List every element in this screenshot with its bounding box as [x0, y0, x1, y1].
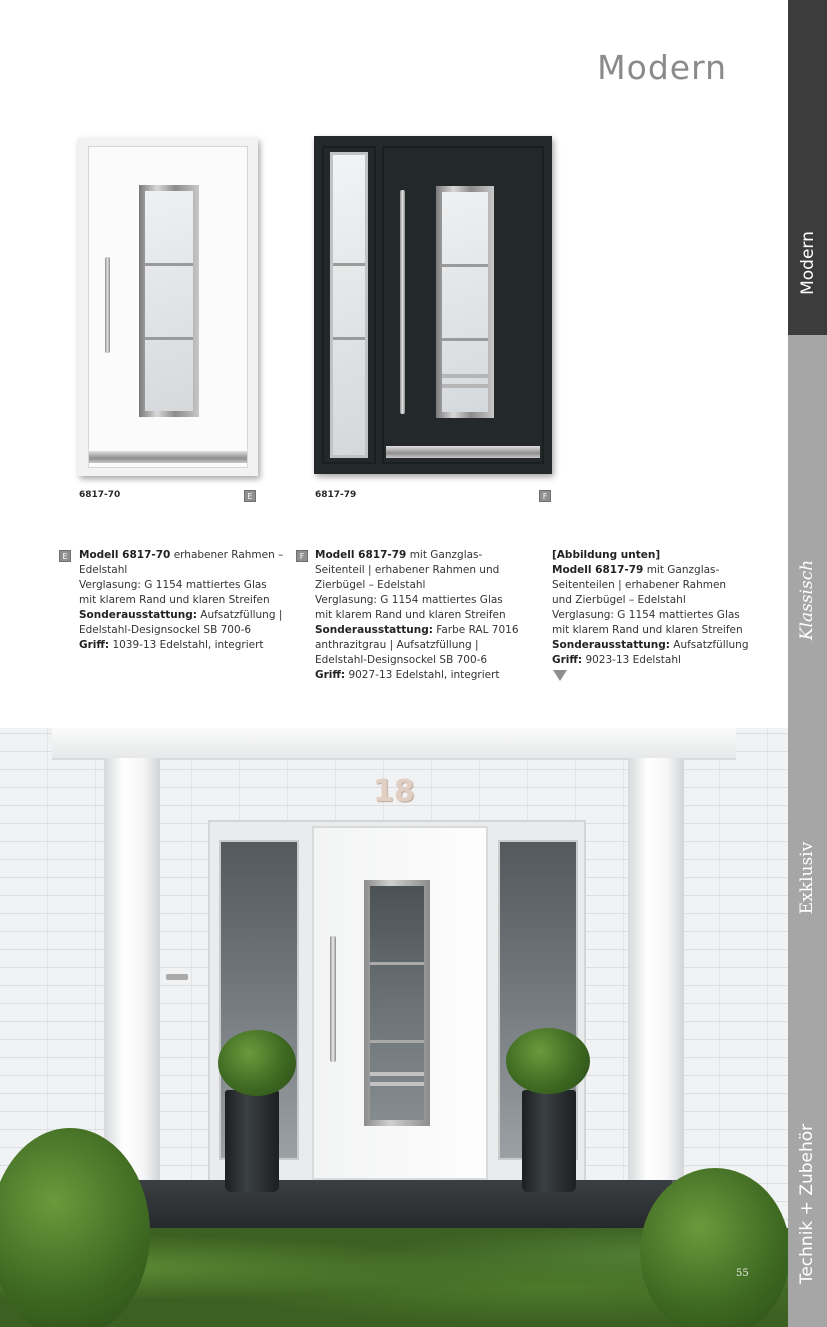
entrance-photo [0, 728, 788, 1327]
description-line [315, 668, 519, 683]
description-line [315, 563, 519, 578]
description-line [552, 578, 749, 593]
description-text: Zierbügel – Edelstahl [315, 579, 426, 591]
description-text: mit Ganzglas- [643, 564, 720, 576]
description-text: mit klarem Rand und klaren Streifen [552, 624, 743, 636]
door-side-panel [322, 146, 376, 464]
ornament-bar [442, 384, 488, 388]
description-6817-79 [315, 548, 519, 683]
boxwood-left [218, 1030, 296, 1096]
description-bold: Griff: [552, 654, 583, 666]
main-door-glass [364, 880, 430, 1126]
side-glass [330, 152, 368, 458]
description-line [552, 623, 749, 638]
sidebar-tab-label: Klassisch [797, 559, 818, 641]
column-right [628, 758, 684, 1188]
door-handle [400, 190, 405, 414]
door-glass [145, 191, 193, 411]
product-code: 6817-79 [315, 490, 357, 500]
glass-strip [145, 337, 193, 340]
description-line [315, 623, 519, 638]
description-line [79, 608, 283, 623]
glass [370, 886, 424, 1120]
glass-strip [145, 263, 193, 266]
description-line [315, 593, 519, 608]
description-bold: Sonderausstattung: [315, 624, 433, 636]
description-line [315, 653, 519, 668]
ornament-bar [442, 374, 488, 378]
sidebar-tab-modern[interactable] [788, 0, 827, 335]
description-line [79, 548, 283, 563]
description-text: Seitenteilen | erhabener Rahmen [552, 579, 727, 591]
description-line [79, 578, 283, 593]
description-bold: Modell 6817-70 [79, 549, 171, 561]
sidebar-tab-label: Modern [797, 230, 818, 295]
product-marker: F [539, 490, 551, 502]
plant-pot-right [522, 1090, 576, 1192]
ornament-bar [370, 1082, 424, 1086]
description-photo [552, 548, 749, 668]
description-line [552, 548, 749, 563]
shrub-right [640, 1168, 788, 1327]
description-bold: Griff: [79, 639, 110, 651]
door-leaf [88, 146, 248, 468]
column-left [104, 758, 160, 1188]
door-glass-frame [139, 185, 199, 417]
description-bold: [Abbildung unten] [552, 549, 661, 561]
description-line [552, 638, 749, 653]
page-number: 55 [736, 1268, 749, 1279]
description-bold: Modell 6817-79 [315, 549, 407, 561]
description-text: mit klarem Rand und klaren Streifen [79, 594, 270, 606]
section-sidebar [788, 0, 827, 1327]
entrance-step [120, 1180, 672, 1230]
description-text: und Zierbügel – Edelstahl [552, 594, 686, 606]
description-text: 9027-13 Edelstahl, integriert [345, 669, 500, 681]
description-text: Aufsatzfüllung | [196, 609, 283, 621]
description-text: Verglasung: G 1154 mattiertes Glas [315, 594, 503, 606]
door-glass [442, 192, 488, 412]
glass-strip [333, 337, 365, 340]
description-text: Edelstahl-Designsockel SB 700-6 [315, 654, 488, 666]
description-text: 9023-13 Edelstahl [582, 654, 681, 666]
house-number: 18 [373, 774, 415, 809]
description-line [315, 638, 519, 653]
description-text: Farbe RAL 7016 [432, 624, 519, 636]
wall-lamp [166, 974, 188, 980]
sidebar-tab-label: Exklusiv [797, 841, 818, 914]
description-text: anthrazitgrau | Aufsatzfüllung | [315, 639, 479, 651]
description-line [79, 623, 283, 638]
product-marker: E [244, 490, 256, 502]
door-glass-frame [436, 186, 494, 418]
door-handle [105, 257, 110, 353]
product-code: 6817-70 [79, 490, 121, 500]
description-line [79, 593, 283, 608]
description-text: Edelstahl-Designsockel SB 700-6 [79, 624, 252, 636]
description-text: erhabener Rahmen – [170, 549, 284, 561]
description-text: 1039-13 Edelstahl, integriert [109, 639, 264, 651]
description-bold: Griff: [315, 669, 346, 681]
kick-plate [89, 451, 247, 463]
description-line [552, 653, 749, 668]
door-handle [330, 936, 336, 1062]
ornament-bar [370, 1072, 424, 1076]
description-line [79, 563, 283, 578]
description-text: Seitenteil | erhabener Rahmen und [315, 564, 500, 576]
sidebar-tab-technik[interactable] [788, 1070, 827, 1327]
description-bold: Modell 6817-79 [552, 564, 644, 576]
kick-plate [386, 446, 540, 458]
boxwood-right [506, 1028, 590, 1094]
glass-strip [442, 338, 488, 341]
door-image-6817-79 [314, 136, 552, 474]
glass-strip [442, 264, 488, 267]
sidebar-tab-klassisch[interactable] [788, 335, 827, 765]
description-marker: F [296, 550, 308, 562]
description-line [552, 608, 749, 623]
page-title: Modern [597, 48, 727, 87]
description-marker: E [59, 550, 71, 562]
description-bold: Sonderausstattung: [79, 609, 197, 621]
glass-strip [370, 962, 424, 965]
description-text: Verglasung: G 1154 mattiertes Glas [79, 579, 267, 591]
description-line [315, 608, 519, 623]
description-bold: Sonderausstattung: [552, 639, 670, 651]
glass-strip [370, 1040, 424, 1043]
description-text: mit klarem Rand und klaren Streifen [315, 609, 506, 621]
door-image-6817-70 [78, 138, 258, 476]
description-6817-70 [79, 548, 283, 653]
description-line [552, 563, 749, 578]
description-line [315, 548, 519, 563]
description-line [315, 578, 519, 593]
description-line [552, 593, 749, 608]
description-text: Verglasung: G 1154 mattiertes Glas [552, 609, 740, 621]
canopy [52, 728, 736, 760]
sidebar-tab-label: Technik + Zubehör [797, 1123, 818, 1284]
door-leaf [382, 146, 544, 464]
glass-strip [333, 263, 365, 266]
plant-pot-left [225, 1090, 279, 1192]
sidebar-tab-exklusiv[interactable] [788, 765, 827, 1070]
arrow-down-icon [553, 670, 567, 681]
description-text: mit Ganzglas- [406, 549, 483, 561]
description-text: Aufsatzfüllung [669, 639, 749, 651]
description-line [79, 638, 283, 653]
description-text: Edelstahl [79, 564, 128, 576]
